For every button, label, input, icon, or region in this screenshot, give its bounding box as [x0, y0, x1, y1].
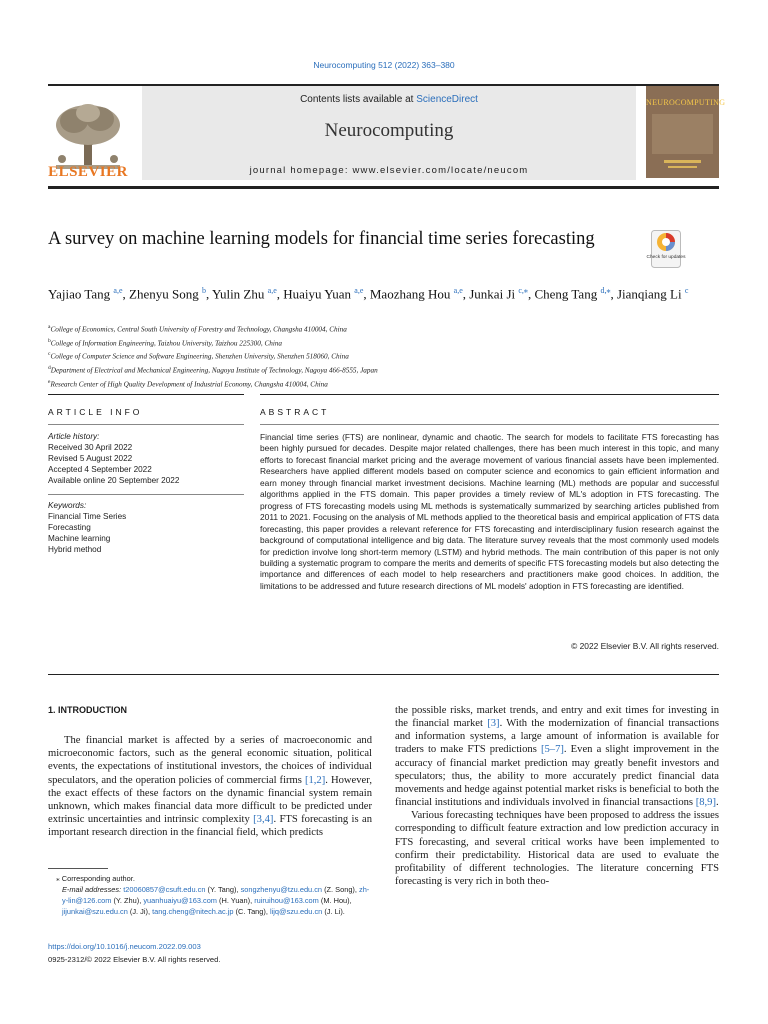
email-owner: (Z. Song),: [322, 885, 359, 894]
article-title: A survey on machine learning models for financial time series forecasting: [48, 229, 595, 249]
author-affiliation-mark[interactable]: a,e: [113, 286, 123, 295]
sciencedirect-link[interactable]: ScienceDirect: [416, 94, 478, 105]
affiliation: [48, 336, 720, 350]
email-owner: (Y. Zhu),: [111, 896, 144, 905]
abstract-heading: ABSTRACT: [260, 407, 330, 417]
footnote: [48, 873, 372, 917]
text-run: . FTS forecasting is an important research direction in the financial field, which predicts: [48, 814, 372, 839]
author-name[interactable]: Yulin Zhu: [212, 286, 265, 302]
citation-link[interactable]: [5–7]: [540, 744, 564, 756]
email-owner: (C. Tang),: [233, 907, 270, 916]
info-top-rule: [48, 394, 244, 395]
affiliation-mark: e: [48, 378, 51, 385]
author-separator: ,: [363, 286, 370, 302]
author-separator: ,: [122, 286, 130, 302]
email-addresses: [48, 884, 372, 917]
author-separator: ,: [527, 286, 535, 302]
author-separator: ,: [276, 286, 284, 302]
history-item: Revised 5 August 2022: [48, 454, 133, 463]
author-name[interactable]: Zhenyu Song: [129, 286, 199, 302]
author-separator: ,: [610, 286, 617, 302]
body-paragraph: [48, 734, 372, 839]
contents-available-line: [142, 94, 636, 105]
body-paragraph: Various forecasting techniques have been proposed to address the issues corresponding to difficult feature extraction and low prediction accuracy in FTS forecasting, and several critical works have been implemented to confirm their predictability. Historical data are used to evaluate the profitability of different technologies. The literature concerning FTS forecasting is very rich in both theo-: [395, 810, 719, 888]
author-affiliation-mark[interactable]: c,⁎: [518, 286, 528, 295]
email-link[interactable]: ruiruihou@163.com: [254, 896, 319, 905]
abstract-top-rule: [260, 394, 719, 395]
author-affiliation-mark[interactable]: b: [201, 286, 206, 295]
affiliation-text: College of Computer Science and Software Engineering, Shenzhen University, Shenzhen 518060, China: [50, 352, 349, 361]
affiliation-mark: a: [48, 324, 51, 330]
author-affiliation-mark[interactable]: a,e: [453, 286, 463, 295]
header-bottom-rule: [48, 186, 719, 189]
author-name[interactable]: Yajiao Tang: [48, 286, 111, 302]
email-link[interactable]: t20060857@csuft.edu.cn: [123, 885, 206, 894]
history-item: Accepted 4 September 2022: [48, 465, 152, 474]
abstract-text: Financial time series (FTS) are nonlinear, dynamic and chaotic. The search for models to facilitate FTS forecasting has been highly pursued for decades. Despite major related challenges, there has been much interest in this topic, and many efforts to forecast financial market pricing and the average movement of various financial assets have been implemented. Researchers have applied different models based on computer science and economics to gain efficient information and earn money through financial market investment decisions. Machine learning (ML) methods are popular and successful algorithms applied in the FTS domain. This paper provides a timely review of ML's adoption in FTS forecasting. The progress of FTS forecasting models using ML methods is systematically summarized by searching articles published from 2011 to 2021. Focusing on the analysis of ML methods applied to the theoretical basis and empirical application of FTS data forecasting, this paper provides a relevant reference for FTS forecasting and interdisciplinary fusion research against the background of computational intelligence and big data. The literature survey reveals that the most commonly used models for prediction involve long short-term memory (LSTM) and hybrid methods. The main contribution of this paper is not only building a systematic program to compare the merits and demerits of specific FTS forecasting models but also detecting the importance and differences of each model to help researchers and practitioners make good choices. In addition, the limitations to be addressed and future research directions of ML models' adoption in FTS forecasting are identified.: [260, 432, 719, 591]
check-updates-badge: [646, 230, 686, 268]
affiliation-mark: c: [48, 351, 51, 358]
abstract-heading-rule: [260, 424, 719, 425]
author-affiliation-mark[interactable]: a,e: [354, 286, 364, 295]
affiliation-text: College of Information Engineering, Taizhou University, Taizhou 225300, China: [50, 339, 283, 348]
keyword-list: [48, 500, 244, 555]
history-label: Article history:: [48, 432, 100, 441]
keyword: Machine learning: [48, 534, 111, 543]
corresponding-author-note: ⁎ Corresponding author.: [56, 874, 135, 883]
email-label: E-mail addresses:: [62, 885, 124, 894]
doi-link[interactable]: https://doi.org/10.1016/j.neucom.2022.09.003: [48, 942, 201, 951]
text-run: The financial market is affected by a series of macroeconomic and microeconomic factors, such as the general economic situation, political events, the expectations of institutional investors, the choices of individual speculators, and the operation policies of commercial firms: [48, 735, 372, 786]
article-info-heading: ARTICLE INFO: [48, 407, 143, 417]
citation-link[interactable]: [8,9]: [695, 797, 716, 809]
author-separator: ,: [205, 286, 213, 302]
email-link[interactable]: jijunkai@szu.edu.cn: [62, 907, 128, 916]
email-owner: (M. Hou),: [318, 896, 352, 905]
author-separator: ,: [462, 286, 470, 302]
footnote-rule: [48, 868, 108, 869]
author-name[interactable]: Junkai Ji: [469, 286, 516, 302]
text-run: .: [716, 797, 719, 809]
author-name[interactable]: Jianqiang Li: [616, 286, 682, 302]
text-run: the possible risks, market trends, and entry and exit times for investing in the financial market: [395, 705, 719, 730]
body-column-right: [395, 704, 719, 888]
keywords-rule: [48, 494, 244, 495]
author-name[interactable]: Cheng Tang: [534, 286, 598, 302]
affiliation: [48, 349, 720, 363]
email-link[interactable]: songzhenyu@tzu.edu.cn: [240, 885, 323, 894]
affiliation: [48, 363, 720, 377]
keywords-label: Keywords:: [48, 501, 87, 510]
check-for-updates-icon[interactable]: [646, 230, 686, 268]
cover-title: NEUROCOMPUTING: [646, 98, 726, 107]
journal-name[interactable]: Neurocomputing: [324, 120, 454, 141]
citation-link[interactable]: [3,4]: [253, 814, 274, 826]
author-name[interactable]: Huaiyu Yuan: [283, 286, 352, 302]
text-run: . However, the exact effects of these factors on the dynamic financial system remain unknown, which makes financial data more difficult to be predicted under extrinsic uncertainties and intrinsic complexity: [48, 774, 372, 826]
body-column-left: [48, 704, 372, 839]
affiliation-mark: b: [48, 337, 51, 344]
affiliation-text: Department of Electrical and Mechanical Engineering, Nagoya Institute of Technology, Nagoya 466-8555, Japan: [50, 366, 378, 375]
issn-copyright: 0925-2312/© 2022 Elsevier B.V. All rights reserved.: [48, 955, 221, 964]
elsevier-wordmark[interactable]: ELSEVIER: [48, 164, 128, 180]
author-list: [48, 282, 720, 303]
email-owner: (J. Li).: [322, 907, 345, 916]
citation-link[interactable]: [1,2]: [304, 774, 326, 786]
author-name[interactable]: Maozhang Hou: [369, 286, 451, 302]
section-heading-introduction: 1. INTRODUCTION: [48, 705, 128, 715]
body-top-rule: [48, 674, 719, 675]
history-item: Received 30 April 2022: [48, 443, 133, 452]
author-affiliation-mark[interactable]: c: [684, 286, 689, 295]
check-updates-label: Check for updates: [646, 255, 686, 260]
affiliation-text: Research Center of High Quality Development of Industrial Economy, Changsha 410004, China: [50, 380, 328, 389]
affiliation: [48, 322, 720, 336]
citation-link[interactable]: [3]: [487, 718, 500, 730]
abstract-copyright: © 2022 Elsevier B.V. All rights reserved.: [571, 641, 719, 651]
keyword: Forecasting: [48, 523, 91, 532]
author-affiliation-mark[interactable]: d,⁎: [600, 286, 611, 295]
email-link[interactable]: zh-y-lin@126.com: [62, 885, 370, 905]
journal-citation[interactable]: Neurocomputing 512 (2022) 363–380: [313, 60, 455, 70]
keyword: Financial Time Series: [48, 512, 127, 521]
history-item: Available online 20 September 2022: [48, 476, 180, 485]
email-owner: (Y. Tang),: [205, 885, 241, 894]
email-owner: (J. Ji),: [127, 907, 153, 916]
author-affiliation-mark[interactable]: a,e: [267, 286, 277, 295]
body-paragraph: [395, 704, 719, 809]
text-run: . Even a slight improvement in the accuracy of financial market prediction may greatly benefit investors and speculators; thus, the ability to more accurately predict financial data movements and hedge against potential market risks is beneficial to both the financial institutions and individuals involved in financial transactions: [395, 744, 719, 809]
text-run: . With the modernization of financial transactions and information systems, a large amount of information is available for traders to make FTS predictions: [395, 718, 720, 756]
email-link[interactable]: lijq@szu.edu.cn: [269, 907, 323, 916]
email-link[interactable]: tang.cheng@nitech.ac.jp: [152, 907, 234, 916]
article-history: [48, 431, 244, 486]
email-link[interactable]: yuanhuaiyu@163.com: [143, 896, 217, 905]
affiliation-text: College of Economics, Central South University of Forestry and Technology, Changsha 410004, China: [50, 325, 347, 334]
keyword: Hybrid method: [48, 545, 102, 554]
info-heading-rule: [48, 424, 244, 425]
affiliation: [48, 377, 720, 391]
contents-prefix: Contents lists available at: [300, 94, 417, 105]
journal-homepage[interactable]: journal homepage: www.elsevier.com/locate/neucom: [249, 165, 529, 176]
affiliation-list: [48, 322, 720, 390]
email-owner: (H. Yuan),: [216, 896, 255, 905]
affiliation-mark: d: [48, 365, 51, 372]
